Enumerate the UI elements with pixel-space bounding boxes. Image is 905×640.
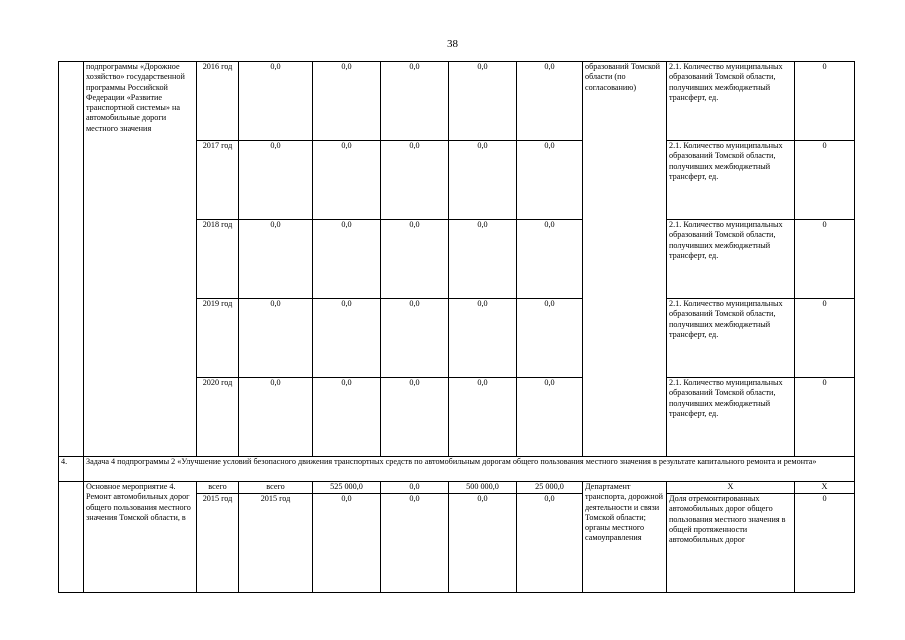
value-cell: 0,0 <box>517 378 583 457</box>
indicator-value-cell: 0 <box>795 378 855 457</box>
indicator-value-cell: 0 <box>795 220 855 299</box>
value-cell: 0,0 <box>449 141 517 220</box>
measure-name-cell: Основное мероприятие 4. Ремонт автомобильных дорог общего пользования местного значения Томской области, в <box>84 482 197 593</box>
value-cell: 0,0 <box>313 378 381 457</box>
value-cell: 0,0 <box>381 378 449 457</box>
value-cell: 0,0 <box>381 141 449 220</box>
value-cell: 0,0 <box>517 62 583 141</box>
value-cell: 0,0 <box>517 141 583 220</box>
program-table <box>58 61 855 593</box>
indicator-value-cell: Х <box>795 482 855 494</box>
value-cell: 25 000,0 <box>517 482 583 494</box>
value-cell: 0,0 <box>313 299 381 378</box>
indicator-cell: 2.1. Количество муниципальных образований Томской области, получивших межбюджетный трансферт, ед. <box>667 220 795 299</box>
indicator-value-cell: 0 <box>795 299 855 378</box>
value-cell: 0,0 <box>517 299 583 378</box>
value-cell: 0,0 <box>381 494 449 593</box>
value-cell: 0,0 <box>313 141 381 220</box>
value-cell: 0,0 <box>239 378 313 457</box>
value-cell: 0,0 <box>313 494 381 593</box>
executor-cell: Департамент транспорта, дорожной деятельности и связи Томской области; органы местного самоуправления <box>583 482 667 593</box>
year-cell: 2015 год <box>197 494 239 593</box>
value-cell: 0,0 <box>381 62 449 141</box>
value-cell: 0,0 <box>313 220 381 299</box>
indicator-cell: 2.1. Количество муниципальных образований Томской области, получивших межбюджетный трансферт, ед. <box>667 378 795 457</box>
indicator-cell: Доля отремонтированных автомобильных дорог общего пользования местного значения в общей протяженности автомобильных дорог <box>667 494 795 593</box>
task-row <box>59 457 855 482</box>
year-cell: 2018 год <box>197 220 239 299</box>
value-cell: 0,0 <box>313 62 381 141</box>
row-number-cell <box>59 62 84 457</box>
indicator-value-cell: 0 <box>795 141 855 220</box>
value-cell: 0,0 <box>449 494 517 593</box>
value-cell: 0,0 <box>449 378 517 457</box>
year-cell: 2015 год <box>239 494 313 593</box>
value-cell: 0,0 <box>239 62 313 141</box>
year-cell: 2017 год <box>197 141 239 220</box>
value-cell: 0,0 <box>517 220 583 299</box>
value-cell: 0,0 <box>239 220 313 299</box>
row-number-cell <box>59 482 84 593</box>
task-title: Задача 4 подпрограммы 2 «Улучшение условий безопасного движения транспортных средств по автомобильным дорогам общего пользования местного значения в результате капитального ремонта и ремонта» <box>84 457 855 482</box>
value-cell: 0,0 <box>517 494 583 593</box>
value-cell: 500 000,0 <box>449 482 517 494</box>
value-cell: 525 000,0 <box>313 482 381 494</box>
indicator-cell: 2.1. Количество муниципальных образований Томской области, получивших межбюджетный трансферт, ед. <box>667 299 795 378</box>
value-cell: 0,0 <box>239 299 313 378</box>
value-cell: 0,0 <box>381 299 449 378</box>
year-cell: 2016 год <box>197 62 239 141</box>
indicator-value-cell: 0 <box>795 62 855 141</box>
task-number: 4. <box>59 457 84 482</box>
value-cell: 0,0 <box>449 299 517 378</box>
table-row <box>59 482 855 494</box>
value-cell: 0,0 <box>381 482 449 494</box>
period-cell: всего <box>239 482 313 494</box>
table-row <box>59 62 855 141</box>
indicator-cell: 2.1. Количество муниципальных образований Томской области, получивших межбюджетный трансферт, ед. <box>667 62 795 141</box>
subprogram-cell: подпрограммы «Дорожное хозяйство» государственной программы Российской Федерации «Развитие транспортной системы» на автомобильные дороги местного значения <box>84 62 197 457</box>
value-cell: 0,0 <box>239 141 313 220</box>
year-cell: 2020 год <box>197 378 239 457</box>
period-cell: всего <box>197 482 239 494</box>
executor-cell: образований Томской области (по согласованию) <box>583 62 667 457</box>
year-cell: 2019 год <box>197 299 239 378</box>
indicator-cell: 2.1. Количество муниципальных образований Томской области, получивших межбюджетный трансферт, ед. <box>667 141 795 220</box>
value-cell: 0,0 <box>449 62 517 141</box>
value-cell: 0,0 <box>381 220 449 299</box>
indicator-cell: Х <box>667 482 795 494</box>
indicator-value-cell: 0 <box>795 494 855 593</box>
page-number: 38 <box>447 38 458 50</box>
value-cell: 0,0 <box>449 220 517 299</box>
